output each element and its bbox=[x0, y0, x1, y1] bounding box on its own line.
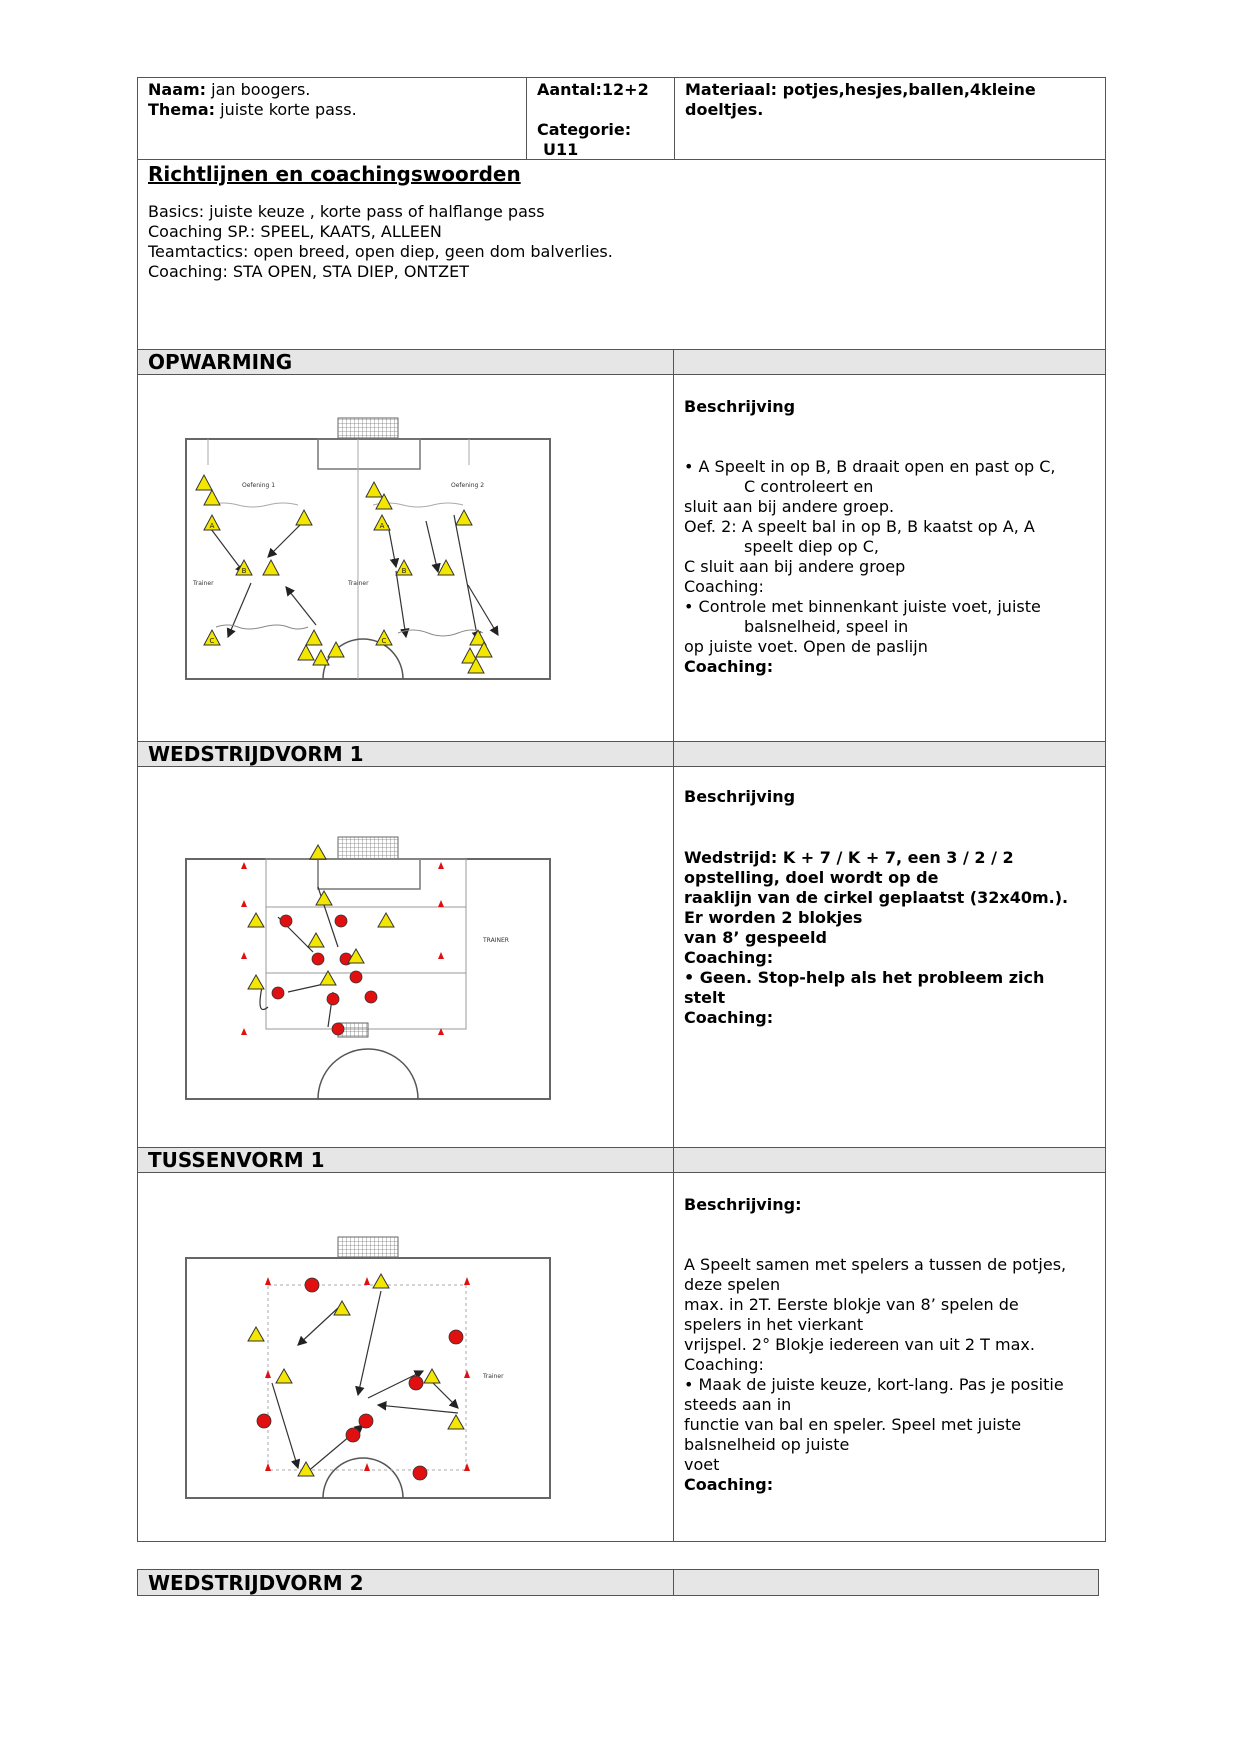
header-aantal-cell bbox=[526, 77, 675, 160]
player-b: B bbox=[241, 567, 247, 575]
wedstrijdvorm2-title: WEDSTRIJDVORM 2 bbox=[137, 1569, 674, 1596]
opwarming-line: C controleert en bbox=[744, 477, 874, 496]
opwarming-header-right bbox=[673, 349, 1106, 375]
player-a: A bbox=[209, 522, 215, 530]
wedstrijdvorm1-beschrijving: Beschrijving bbox=[684, 787, 796, 806]
tussenvorm1-diagram-cell bbox=[137, 1172, 674, 1542]
tussenvorm1-coaching: Coaching: bbox=[684, 1475, 774, 1494]
tussenvorm1-header-right bbox=[673, 1147, 1106, 1173]
opwarming-line: C sluit aan bij andere groep bbox=[684, 557, 906, 576]
wedstrijdvorm1-line: • Geen. Stop-help als het probleem zich bbox=[684, 968, 1045, 987]
tussenvorm1-line: balsnelheid op juiste bbox=[684, 1435, 850, 1454]
tussenvorm1-line: spelers in het vierkant bbox=[684, 1315, 864, 1334]
tussenvorm1-line: deze spelen bbox=[684, 1275, 781, 1294]
categorie-value: U11 bbox=[543, 140, 579, 159]
wedstrijdvorm1-title: WEDSTRIJDVORM 1 bbox=[137, 741, 674, 767]
trainer-label: Trainer bbox=[348, 580, 369, 587]
player-a: A bbox=[379, 522, 385, 530]
opwarming-diagram-cell bbox=[137, 374, 674, 742]
opwarming-line: speelt diep op C, bbox=[744, 537, 879, 556]
richtlijnen-line: Teamtactics: open breed, open diep, geen dom balverlies. bbox=[148, 242, 613, 261]
header-materiaal-cell bbox=[674, 77, 1106, 160]
tussenvorm1-beschrijving: Beschrijving: bbox=[684, 1195, 802, 1214]
naam-label: Naam: bbox=[148, 80, 207, 99]
wedstrijdvorm1-text-cell bbox=[673, 766, 1106, 1148]
wedstrijdvorm1-line: raaklijn van de cirkel geplaatst (32x40m.). bbox=[684, 888, 1069, 907]
wedstrijdvorm1-line: van 8’ gespeeld bbox=[684, 928, 827, 947]
player-c: C bbox=[381, 637, 387, 645]
categorie-label: Categorie: bbox=[537, 120, 632, 139]
tussenvorm1-line: • Maak de juiste keuze, kort-lang. Pas je positie bbox=[684, 1375, 1064, 1394]
opwarming-diagram bbox=[138, 375, 673, 741]
opwarming-line: • Controle met binnenkant juiste voet, juiste bbox=[684, 597, 1041, 616]
tussenvorm1-title: TUSSENVORM 1 bbox=[137, 1147, 674, 1173]
wedstrijdvorm1-header-right bbox=[673, 741, 1106, 767]
oefening-2-label: Oefening 2 bbox=[451, 482, 485, 489]
tussenvorm1-line: vrijspel. 2° Blokje iedereen van uit 2 T max. bbox=[684, 1335, 1035, 1354]
tussenvorm1-line: A Speelt samen met spelers a tussen de potjes, bbox=[684, 1255, 1067, 1274]
thema-label: Thema: bbox=[148, 100, 216, 119]
oefening-1-label: Oefening 1 bbox=[242, 482, 276, 489]
richtlijnen-title: Richtlijnen en coachingswoorden bbox=[148, 162, 521, 186]
wedstrijdvorm2-header-right bbox=[673, 1569, 1099, 1596]
tussenvorm1-text-cell bbox=[673, 1172, 1106, 1542]
trainer-label: TRAINER bbox=[483, 937, 509, 944]
opwarming-line: sluit aan bij andere groep. bbox=[684, 497, 895, 516]
player-b: B bbox=[401, 567, 407, 575]
wedstrijdvorm1-diagram-cell bbox=[137, 766, 674, 1148]
wedstrijdvorm1-line: opstelling, doel wordt op de bbox=[684, 868, 939, 887]
richtlijnen-line: Coaching SP.: SPEEL, KAATS, ALLEEN bbox=[148, 222, 442, 241]
wedstrijdvorm1-line: Er worden 2 blokjes bbox=[684, 908, 863, 927]
opwarming-line: Coaching: bbox=[684, 577, 764, 596]
wedstrijdvorm1-coaching: Coaching: bbox=[684, 1008, 774, 1027]
header-naam-cell bbox=[137, 77, 527, 160]
richtlijnen-cell bbox=[137, 159, 1106, 350]
thema-value: juiste korte pass. bbox=[215, 100, 357, 119]
tussenvorm1-line: Coaching: bbox=[684, 1355, 764, 1374]
wedstrijdvorm1-line: Coaching: bbox=[684, 948, 774, 967]
tussenvorm1-line: functie van bal en speler. Speel met juiste bbox=[684, 1415, 1022, 1434]
tussenvorm1-diagram bbox=[138, 1173, 673, 1541]
opwarming-line: • A Speelt in op B, B draait open en past op C, bbox=[684, 457, 1056, 476]
opwarming-line: op juiste voet. Open de paslijn bbox=[684, 637, 928, 656]
opwarming-title: OPWARMING bbox=[137, 349, 674, 375]
wedstrijdvorm1-line: stelt bbox=[684, 988, 726, 1007]
aantal: Aantal:12+2 bbox=[537, 80, 649, 99]
opwarming-coaching: Coaching: bbox=[684, 657, 774, 676]
opwarming-beschrijving: Beschrijving bbox=[684, 397, 796, 416]
tussenvorm1-line: steeds aan in bbox=[684, 1395, 792, 1414]
wedstrijdvorm1-diagram bbox=[138, 767, 673, 1147]
opwarming-text-cell bbox=[673, 374, 1106, 742]
player-c: C bbox=[209, 637, 215, 645]
richtlijnen-line: Basics: juiste keuze , korte pass of halflange pass bbox=[148, 202, 545, 221]
opwarming-line: balsnelheid, speel in bbox=[744, 617, 909, 636]
wedstrijdvorm1-line: Wedstrijd: K + 7 / K + 7, een 3 / 2 / 2 bbox=[684, 848, 1014, 867]
materiaal: Materiaal: potjes,hesjes,ballen,4kleine doeltjes. bbox=[685, 80, 1036, 119]
tussenvorm1-line: max. in 2T. Eerste blokje van 8’ spelen de bbox=[684, 1295, 1019, 1314]
trainer-label: Trainer bbox=[193, 580, 214, 587]
richtlijnen-line: Coaching: STA OPEN, STA DIEP, ONTZET bbox=[148, 262, 469, 281]
naam-value: jan boogers. bbox=[206, 80, 311, 99]
tussenvorm1-line: voet bbox=[684, 1455, 720, 1474]
opwarming-line: Oef. 2: A speelt bal in op B, B kaatst op A, A bbox=[684, 517, 1035, 536]
trainer-label: Trainer bbox=[483, 1373, 504, 1380]
